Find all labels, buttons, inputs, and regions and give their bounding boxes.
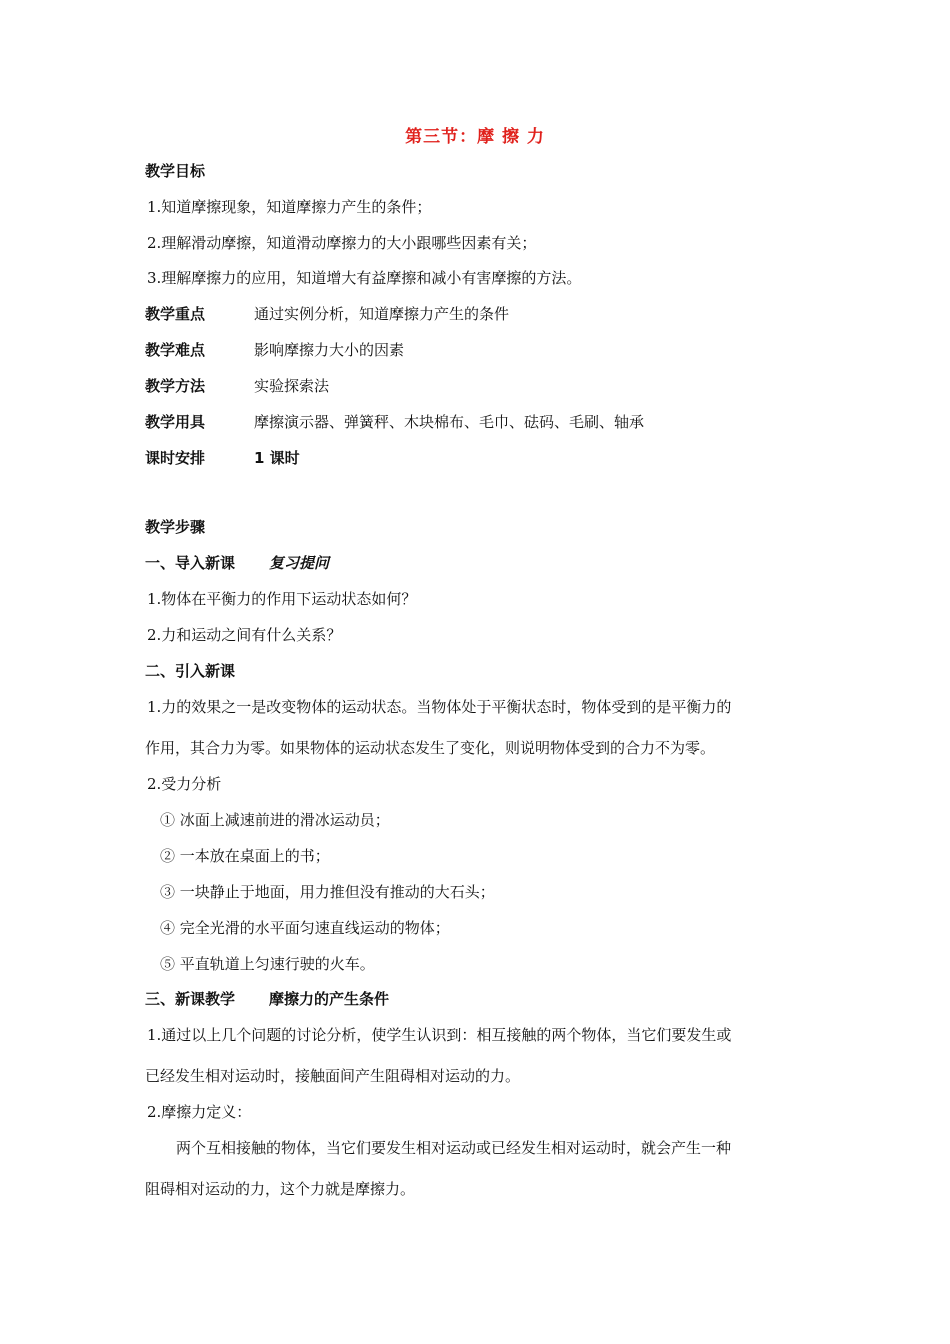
section-1-subheading: 复习提问 bbox=[269, 554, 330, 572]
info-label: 课时安排 bbox=[145, 449, 206, 467]
info-row-tools bbox=[145, 412, 644, 432]
info-label: 教学用具 bbox=[145, 413, 206, 431]
definition-line: 两个互相接触的物体，当它们要发生相对运动或已经发生相对运动时，就会产生一种 bbox=[176, 1139, 732, 1157]
info-label: 教学难点 bbox=[145, 341, 206, 359]
info-value: 实验探索法 bbox=[254, 377, 330, 395]
section-3-heading-row bbox=[145, 989, 389, 1009]
steps-heading: 教学步骤 bbox=[145, 518, 206, 536]
objective-item: 1.知道摩擦现象，知道摩擦力产生的条件； bbox=[147, 198, 432, 216]
paragraph-line: 已经发生相对运动时，接触面间产生阻碍相对运动的力。 bbox=[145, 1067, 521, 1085]
section-1-heading: 一、导入新课 bbox=[145, 554, 236, 572]
info-value: 摩擦演示器、弹簧秤、木块棉布、毛巾、砝码、毛刷、轴承 bbox=[254, 413, 645, 431]
info-value: 影响摩擦力大小的因素 bbox=[254, 341, 405, 359]
question-item: 1.物体在平衡力的作用下运动状态如何？ bbox=[147, 590, 417, 608]
page-title: 第三节：摩 擦 力 bbox=[405, 127, 545, 147]
paragraph-line: 作用，其合力为零。如果物体的运动状态发生了变化，则说明物体受到的合力不为零。 bbox=[145, 739, 716, 757]
case-item: ③ 一块静止于地面，用力推但没有推动的大石头； bbox=[160, 883, 495, 901]
info-value: 通过实例分析，知道摩擦力产生的条件 bbox=[254, 305, 510, 323]
info-label: 教学重点 bbox=[145, 305, 206, 323]
section-1-heading-row bbox=[145, 553, 329, 573]
info-row-schedule bbox=[145, 448, 300, 468]
paragraph-line: 1.通过以上几个问题的讨论分析，使学生认识到：相互接触的两个物体，当它们要发生或 bbox=[147, 1026, 732, 1044]
list-item: 2.受力分析 bbox=[147, 775, 222, 793]
paragraph-line: 1.力的效果之一是改变物体的运动状态。当物体处于平衡状态时，物体受到的是平衡力的 bbox=[147, 698, 732, 716]
case-item: ④ 完全光滑的水平面匀速直线运动的物体； bbox=[160, 919, 450, 937]
info-value: 1 课时 bbox=[254, 449, 300, 467]
section-3-heading: 三、新课教学 bbox=[145, 990, 236, 1008]
definition-line: 阻碍相对运动的力，这个力就是摩擦力。 bbox=[145, 1180, 416, 1198]
objectives-heading: 教学目标 bbox=[145, 162, 206, 180]
info-row-focus bbox=[145, 304, 509, 324]
info-row-difficulty bbox=[145, 340, 404, 360]
case-item: ① 冰面上减速前进的滑冰运动员； bbox=[160, 811, 390, 829]
info-label: 教学方法 bbox=[145, 377, 206, 395]
section-3-subheading: 摩擦力的产生条件 bbox=[269, 990, 390, 1008]
case-item: ② 一本放在桌面上的书； bbox=[160, 847, 330, 865]
section-2-heading: 二、引入新课 bbox=[145, 662, 236, 680]
question-item: 2.力和运动之间有什么关系？ bbox=[147, 626, 342, 644]
info-row-method bbox=[145, 376, 329, 396]
objective-item: 2.理解滑动摩擦，知道滑动摩擦力的大小跟哪些因素有关； bbox=[147, 234, 537, 252]
objective-item: 3.理解摩擦力的应用，知道增大有益摩擦和减小有害摩擦的方法。 bbox=[147, 269, 582, 287]
case-item: ⑤ 平直轨道上匀速行驶的火车。 bbox=[160, 955, 375, 973]
list-item: 2.摩擦力定义： bbox=[147, 1103, 252, 1121]
